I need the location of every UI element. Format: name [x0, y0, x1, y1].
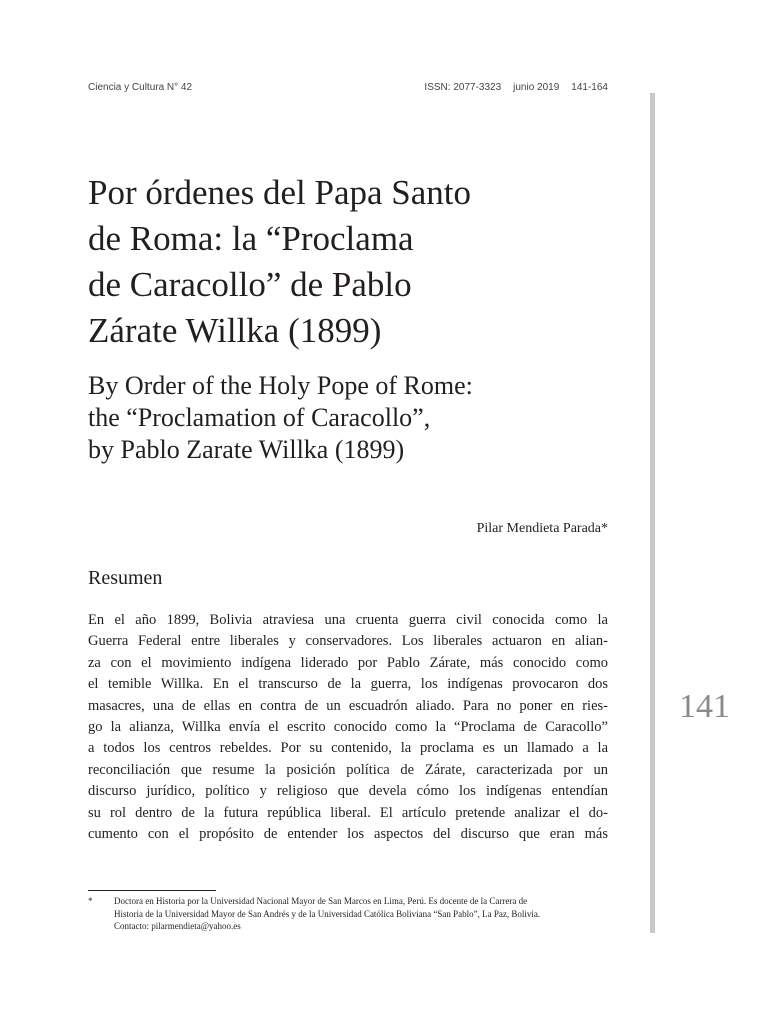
- abstract-heading: Resumen: [88, 567, 163, 589]
- margin-bar: [650, 93, 655, 933]
- abstract-line: su rol dentro de la futura república liberal. El artículo pretende analizar el do-: [88, 804, 608, 821]
- abstract-line: masacres, una de ellas en contra de un escuadrón aliado. Para no poner en ries-: [88, 697, 608, 714]
- abstract-line: el temible Willka. En el transcurso de la guerra, los indígenas provocaron dos: [88, 676, 608, 693]
- journal-name: Ciencia y Cultura N° 42: [88, 82, 193, 93]
- footnote-line: Contacto: pilarmendieta@yahoo.es: [114, 921, 241, 931]
- issue-date: junio 2019: [513, 82, 560, 93]
- title-english: [88, 370, 608, 466]
- footnote-text: [114, 895, 608, 933]
- abstract-line: cumento con el propósito de entender los aspectos del discurso que eran más: [88, 826, 608, 843]
- title-spanish: [88, 170, 608, 354]
- title-line: de Roma: la “Proclama: [88, 219, 414, 258]
- footnote-rule: [88, 890, 216, 891]
- issn: ISSN: 2077-3323: [424, 82, 502, 93]
- issue-meta: [412, 82, 608, 93]
- footnote: [88, 895, 608, 933]
- title-line: Por órdenes del Papa Santo: [88, 173, 471, 212]
- footnote-mark: *: [88, 896, 93, 906]
- abstract-line: za con el movimiento indígena liderado por Pablo Zárate, más conocido como: [88, 654, 608, 671]
- title-line: de Caracollo” de Pablo: [88, 265, 412, 304]
- abstract-body: [88, 610, 608, 845]
- author-name: Pilar Mendieta Parada*: [476, 521, 608, 536]
- abstract-line: En el año 1899, Bolivia atraviesa una cruenta guerra civil conocida como la: [88, 612, 608, 628]
- title-line: the “Proclamation of Caracollo”,: [88, 403, 431, 432]
- abstract-line: a todos los centros rebeldes. Por su contenido, la proclama es un llamado a la: [88, 740, 608, 757]
- title-line: Zárate Willka (1899): [88, 311, 382, 350]
- footnote-line: Doctora en Historia por la Universidad Nacional Mayor de San Marcos en Lima, Perú. Es docente de la Carrera de: [114, 896, 528, 906]
- abstract-line: reconciliación que resume la posición política de Zárate, caracterizada por un: [88, 761, 608, 778]
- abstract-line: Guerra Federal entre liberales y conservadores. Los liberales actuaron en alian-: [88, 633, 608, 650]
- footnote-line: Historia de la Universidad Mayor de San Andrés y de la Universidad Católica Boliviana “San Pablo”, La Paz, Bolivia.: [114, 908, 541, 919]
- page-number: 141: [679, 688, 730, 725]
- page-range: 141-164: [571, 82, 608, 93]
- abstract-line: discurso jurídico, político y religioso que devela cómo los indígenas entendían: [88, 783, 608, 800]
- title-line: by Pablo Zarate Willka (1899): [88, 435, 405, 464]
- title-line: By Order of the Holy Pope of Rome:: [88, 371, 473, 400]
- abstract-line: go la alianza, Willka envía el escrito conocido como la “Proclama de Caracollo”: [88, 719, 608, 736]
